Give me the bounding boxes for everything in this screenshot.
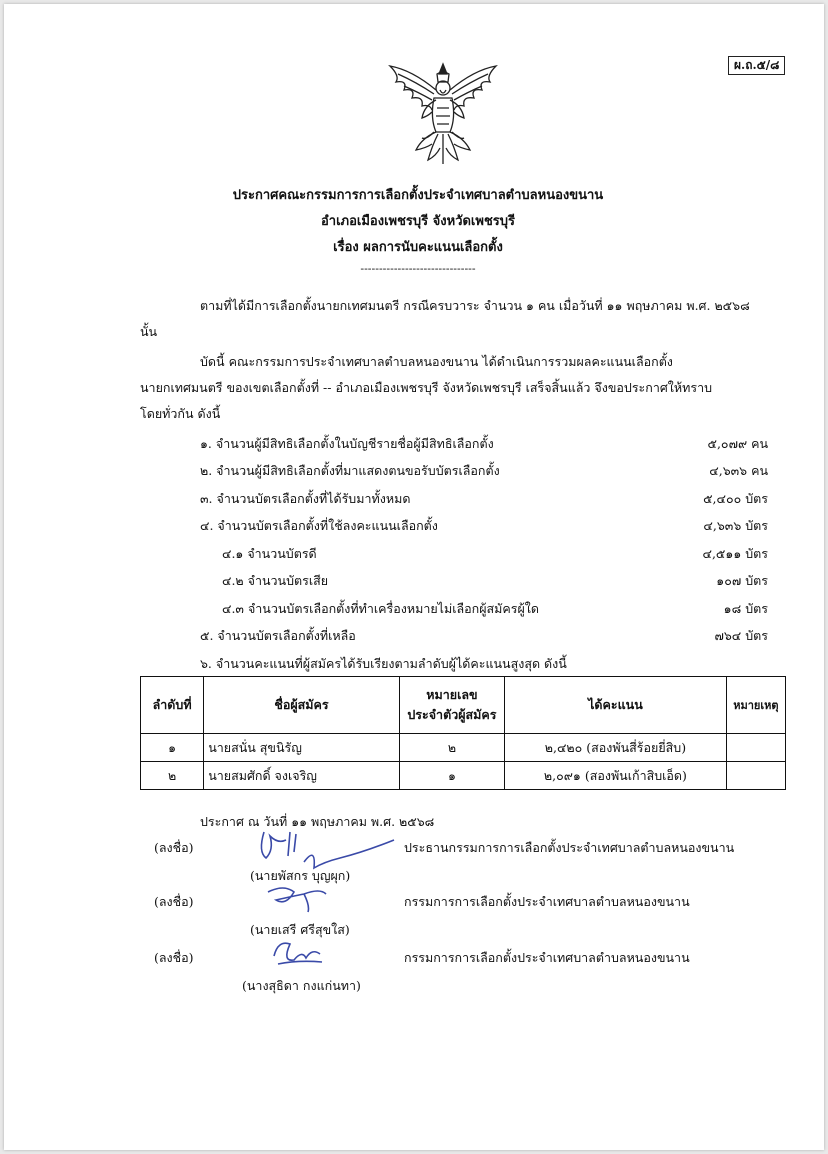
item-value: ๔,๕๑๑ บัตร xyxy=(702,546,768,561)
cell-rank: ๒ xyxy=(141,762,204,790)
intro-para1-line2: นั้น xyxy=(140,324,158,339)
header-candidate-name: ชื่อผู้สมัคร xyxy=(204,677,400,734)
signature-name: (นายพัสกร บุญผุก) xyxy=(250,868,351,883)
signature-position: ประธานกรรมการการเลือกตั้งประจำเทศบาลตำบลหนองขนาน xyxy=(404,840,735,855)
intro-para2-line2: นายกเทศมนตรี ของเขตเลือกตั้งที่ -- อำเภอเมืองเพชรบุรี จังหวัดเพชรบุรี เสร็จสิ้นแล้ว จึงขอประกาศให้ทราบ xyxy=(140,380,713,395)
item-label: ๒. จำนวนผู้มีสิทธิเลือกตั้งที่มาแสดงตนขอรับบัตรเลือกตั้ง xyxy=(200,463,500,478)
cell-votes: ๒,๐๙๑ (สองพันเก้าสิบเอ็ด) xyxy=(505,762,727,790)
cell-note xyxy=(726,734,785,762)
signature-position: กรรมการการเลือกตั้งประจำเทศบาลตำบลหนองขนาน xyxy=(404,894,690,909)
cell-name: นายสนั่น สุขนิรัญ xyxy=(204,734,400,762)
cell-number: ๑ xyxy=(399,762,504,790)
item-label: ๓. จำนวนบัตรเลือกตั้งที่ได้รับมาทั้งหมด xyxy=(200,491,411,506)
cell-number: ๒ xyxy=(399,734,504,762)
announce-date: ประกาศ ณ วันที่ ๑๑ พฤษภาคม พ.ศ. ๒๕๖๘ xyxy=(200,814,435,829)
garuda-emblem-icon xyxy=(382,60,504,168)
cell-rank: ๑ xyxy=(141,734,204,762)
table-row xyxy=(141,762,786,790)
signature-prefix: (ลงชื่อ) xyxy=(154,894,194,909)
item-value: ๗๖๔ บัตร xyxy=(714,628,768,643)
form-code: ผ.ถ.๕/๘ xyxy=(728,56,785,75)
item-value: ๔,๖๓๖ คน xyxy=(709,463,768,478)
cell-name: นายสมศักดิ์ จงเจริญ xyxy=(204,762,400,790)
intro-para1-line1: ตามที่ได้มีการเลือกตั้งนายกเทศมนตรี กรณีครบวาระ จำนวน ๑ คน เมื่อวันที่ ๑๑ พฤษภาคม พ.ศ. ๒๕๖๘ xyxy=(200,298,750,313)
header-line-2: อำเภอเมืองเพชรบุรี จังหวัดเพชรบุรี xyxy=(320,214,515,229)
header-rank: ลำดับที่ xyxy=(141,677,204,734)
intro-para2-line1: บัดนี้ คณะกรรมการประจำเทศบาลตำบลหนองขนาน ได้ดำเนินการรวมผลคะแนนเลือกตั้ง xyxy=(200,354,673,369)
intro-para2-line3: โดยทั่วกัน ดังนี้ xyxy=(140,406,221,421)
item-label: ๔.๓ จำนวนบัตรเลือกตั้งที่ทำเครื่องหมายไม่เลือกผู้สมัครผู้ใด xyxy=(222,601,540,616)
item-label: ๔.๒ จำนวนบัตรเสีย xyxy=(222,573,329,588)
item-value: ๑๘ บัตร xyxy=(723,601,768,616)
item-label: ๖. จำนวนคะแนนที่ผู้สมัครได้รับเรียงตามลำดับผู้ได้คะแนนสูงสุด ดังนี้ xyxy=(200,656,567,671)
item-value: ๑๐๗ บัตร xyxy=(716,573,768,588)
document-page xyxy=(4,4,824,1150)
signature-name: (นางสุธิดา กงแก่นทา) xyxy=(242,978,361,993)
signature-prefix: (ลงชื่อ) xyxy=(154,950,194,965)
item-value: ๕,๔๐๐ บัตร xyxy=(703,491,768,506)
table-row xyxy=(141,734,786,762)
item-label: ๔. จำนวนบัตรเลือกตั้งที่ใช้ลงคะแนนเลือกตั้ง xyxy=(200,518,438,533)
signature-name: (นายเสรี ศรีสุขใส) xyxy=(250,922,350,937)
header-number-line2: ประจำตัวผู้สมัคร xyxy=(407,707,497,722)
cell-note xyxy=(726,762,785,790)
signature-position: กรรมการการเลือกตั้งประจำเทศบาลตำบลหนองขนาน xyxy=(404,950,690,965)
header-candidate-number xyxy=(399,677,504,734)
item-value: ๔,๖๓๖ บัตร xyxy=(703,518,768,533)
header-number-line1: หมายเลข xyxy=(426,687,478,702)
header-note: หมายเหตุ xyxy=(726,677,785,734)
item-label: ๑. จำนวนผู้มีสิทธิเลือกตั้งในบัญชีรายชื่อผู้มีสิทธิเลือกตั้ง xyxy=(200,436,494,451)
header-votes: ได้คะแนน xyxy=(505,677,727,734)
signature-mark-icon xyxy=(264,880,334,916)
signature-mark-icon xyxy=(268,936,328,970)
header-subject: เรื่อง ผลการนับคะแนนเลือกตั้ง xyxy=(333,240,503,255)
header-line-1: ประกาศคณะกรรมการการเลือกตั้งประจำเทศบาลตำบลหนองขนาน xyxy=(232,188,604,203)
cell-votes: ๒,๔๒๐ (สองพันสี่ร้อยยี่สิบ) xyxy=(505,734,727,762)
item-label: ๕. จำนวนบัตรเลือกตั้งที่เหลือ xyxy=(200,628,356,643)
header-divider: ------------------------------- xyxy=(360,262,476,275)
results-table xyxy=(140,676,786,790)
signature-prefix: (ลงชื่อ) xyxy=(154,840,194,855)
item-value: ๕,๐๗๙ คน xyxy=(707,436,768,451)
item-label: ๔.๑ จำนวนบัตรดี xyxy=(222,546,317,561)
